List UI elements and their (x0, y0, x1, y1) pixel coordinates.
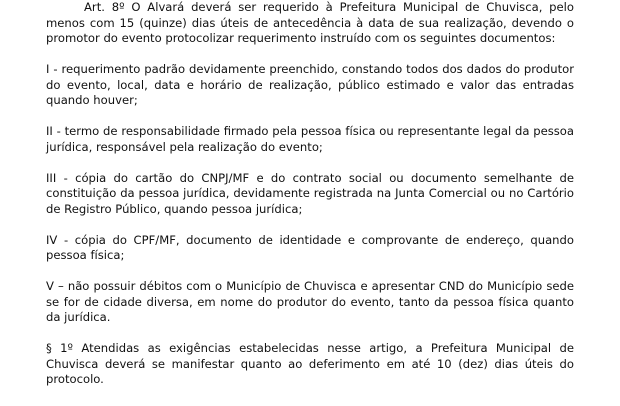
item-ii: II - termo de responsabilidade firmado pela pessoa física ou representante legal da pessoa jurídica, responsável pela realização do evento; (46, 124, 574, 154)
document-body (46, 0, 574, 388)
item-iii: III - cópia do cartão do CNPJ/MF e do contrato social ou documento semelhante de constituição da pessoa jurídica, devidamente registrada na Junta Comercial ou no Cartório de Registro Público, quando pessoa jurídica; (46, 170, 574, 216)
article-8-text: Art. 8º O Alvará deverá ser requerido à Prefeitura Municipal de Chuvisca, pelo menos com 15 (quinze) dias úteis de antecedência à data de sua realização, devendo o promotor do evento protocolizar requerimento instruído com os seguintes documentos: (46, 0, 574, 45)
item-i: I - requerimento padrão devidamente preenchido, constando todos dos dados do produtor do evento, local, data e horário de realização, público estimado e valor das entradas quando houver; (46, 62, 574, 107)
item-iv: IV - cópia do CPF/MF, documento de identidade e comprovante de endereço, quando pessoa física; (46, 232, 574, 262)
item-v: V – não possuir débitos com o Município de Chuvisca e apresentar CND do Município sede se for de cidade diversa, em nome do produtor do evento, tanto da pessoa física quanto da jurídica. (46, 279, 574, 324)
paragraph-1: § 1º Atendidas as exigências estabelecidas nesse artigo, a Prefeitura Municipal de Chuvisca deverá se manifestar quanto ao deferimento em até 10 (dez) dias úteis do protocolo. (46, 341, 574, 386)
